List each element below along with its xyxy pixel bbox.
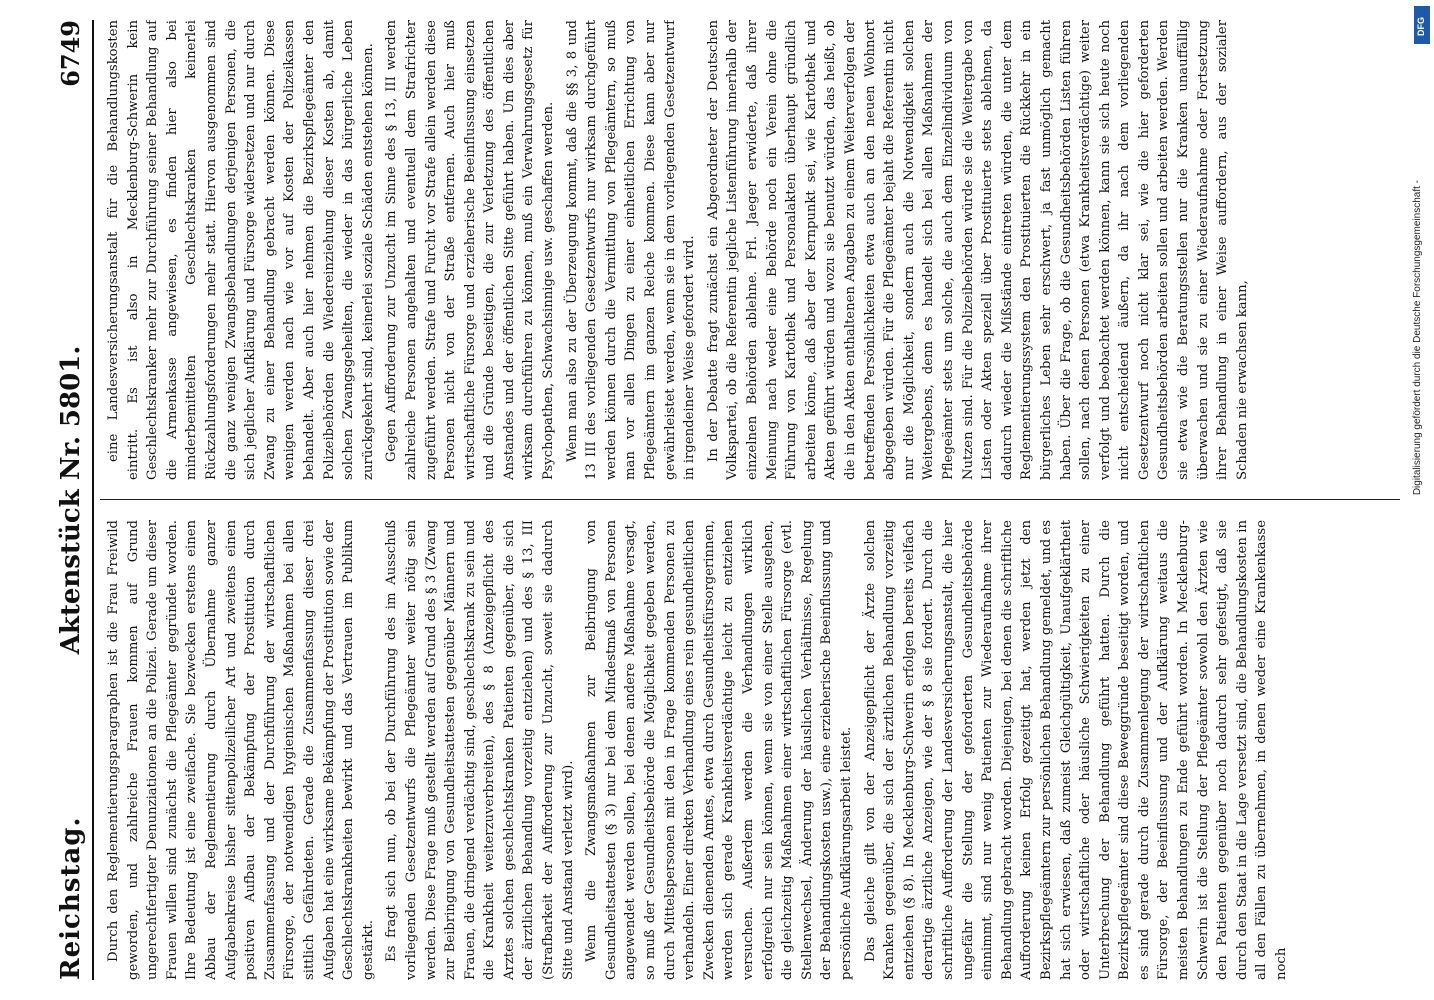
column-right xyxy=(104,20,1394,480)
paragraph: Wenn man also zu der Überzeugung kommt, daß die §§ 3, 8 und 13 III des vorliegenden Gesetzentwurfs nur wirksam durchgeführt werden können durch die Vermittlung von Pflegeämtern, so muß man vor allen Dingen zu einer einheitlichen Errichtung von Pflegeämtern im ganzen Reiche kommen. Diese kann aber nur gewährleistet werden, wenn sie in dem vorliegenden Gesetzentwurf in irgendeiner Weise gefordert wird. xyxy=(564,20,698,480)
column-left xyxy=(104,520,1394,980)
digitization-credit xyxy=(1412,180,1426,820)
paragraph: Durch den Reglementierungsparagraphen ist die Frau Freiwild geworden, und zahlreiche Frauen kommen auf Grund ungerechtfertigter Denunziationen an die Polizei. Gerade um dieser Frauen willen sind zunächst die Pflegeämter gegründet worden. Ihre Bedeutung ist eine zweifache. Sie bezwecken erstens einen Abbau der Reglementierung durch Übernahme ganzer Aufgabenkreise bisher sittenpolizeilicher Art und zweitens einen positiven Aufbau der Bekämpfung der Prostitution durch Zusammenfassung und der Durchführung der wirtschaftlichen Fürsorge, der notwendigen hygienischen Maßnahmen bei allen sittlich Gefährdeten. Gerade die Zusammenfassung dieser drei Aufgaben hat eine wirksame Bekämpfung der Prostitution sowie der Geschlechtskrankheiten bewirkt und das Vertrauen im Publikum gestärkt. xyxy=(106,520,376,980)
header-left: Reichstag. xyxy=(56,816,86,980)
dfg-logo-text: DFG xyxy=(1416,17,1426,36)
page-header xyxy=(52,20,94,980)
document-page xyxy=(52,20,1412,980)
paragraph: In der Debatte fragt zunächst ein Abgeordneter der Deutschen Volkspartei, ob die Referentin jegliche Listenführung innerhalb der einzelnen Behörden ablehne. Frl. Jaeger erwiderte, daß ihrer Meinung nach weder eine Behörde noch ein Verein ohne die Führung von Kartothek und Personalakten überhaupt gründlich arbeiten könne, daß aber der Kernpunkt sei, wie Kartothek und Akten geführt würden und wozu sie benutzt würden, das heißt, ob die in den Akten enthaltenen Angaben zu einem Weiterverfolgen der betreffenden Persönlichkeiten etwa auch an den neuen Wohnort abgegeben würden. Für die Pflegeämter bejaht die Referentin nicht nur die Möglichkeit, sondern auch die Notwendigkeit solchen Weitergebens, denn es handelt sich bei allen Maßnahmen der Pflegeämter stets um solche, die auch dem Einzelindividuum von Nutzen sind. Für die Polizeibehörden würde sie die Weitergabe von Listen oder Akten speziell über Prostituierte stets ablehnen, da dadurch wieder die Mißstände eintreten würden, die unter dem Reglementierungssystem den Prostituierten die Rückkehr in ein bürgerliches Leben sehr erschwert, ja fast unmöglich gemacht haben. Über die Frage, ob die Gesundheitsbehörden Listen führen sollen, nach denen Personen (etwa Krankheitsverdächtige) weiter verfolgt und beobachtet werden können, kann sie sich heute noch nicht entscheidend äußern, da ihr nach dem vorliegenden Gesetzentwurf noch nicht klar sei, wie die hier geforderten Gesundheitsbehörden arbeiten sollen und arbeiten werden. Werden sie etwa wie die Beratungsstellen nur die Kranken unauffällig überwachen und sie zu einer Wiederaufnahme oder Fortsetzung ihrer Behandlung in einer Weise auffordern, aus der sozialer Schaden nie erwachsen kann, xyxy=(705,20,1250,480)
credit-text: Digitalisierung gefördert durch die Deutsche Forschungsgemeinschaft - xyxy=(1412,180,1423,496)
page-number: 6749 xyxy=(56,20,85,87)
dfg-logo xyxy=(1414,6,1430,44)
paragraph: Wenn die Zwangsmaßnahmen zur Beibringung von Gesundheitsattesten (§ 3) nur bei dem Mindestmaß von Personen angewendet werden sollen, bei denen andere Maßnahme versagt, so muß der Gesundheitsbehörde die Möglichkeit gegeben werden, durch Mittelspersonen mit den in Frage kommenden Personen zu verhandeln. Einer direkten Verhandlung eines rein gesundheitlichen Zwecken dienenden Amtes, etwa durch Gesundheitsfürsorgerinnen, werden sich gerade Krankheitsverdächtige leicht zu entziehen versuchen. Außerdem werden die Verhandlungen wirklich erfolgreich nur sein können, wenn sie von einer Stelle ausgehen, die gleichzeitig Maßnahmen einer wirtschaftlichen Fürsorge (evtl. Stellenwechsel, Änderung der häuslichen Verhältnisse, Regelung der Behandlungskosten usw.), eine erzieherische Beeinflussung und persönliche Aufklärungsarbeit leistet. xyxy=(584,520,854,980)
paragraph: Gegen Aufforderung zur Unzucht im Sinne des § 13, III werden zahlreiche Personen angehalten und eventuell dem Strafrichter zugeführt werden. Strafe und Furcht vor Strafe allein werden diese Personen nicht von der Straße entfernen. Auch hier muß wirtschaftliche Fürsorge und erzieherische Beeinflussung einsetzen und die Gründe beseitigen, die zur Verletzung des öffentlichen Anstandes und der öffentlichen Sitte geführt haben. Um dies aber wirksam durchführen zu können, muß ein Verwahrungsgesetz für Psychopathen, Schwachsinnige usw. geschaffen werden. xyxy=(384,20,557,480)
column-divider xyxy=(100,499,1400,500)
paragraph: Das gleiche gilt von der Anzeigepflicht der Ärzte solchen Kranken gegenüber, die sich der ärztlichen Behandlung vorzeitig entziehen (§ 8). In Mecklenburg-Schwerin erfolgen bereits vielfach derartige ärztliche Anzeigen, wie der § 8 sie fordert. Durch die schriftliche Aufforderung der Landesversicherungsanstalt, die hier ungefähr die Stellung der geforderten Gesundheitsbehörde einnimmt, sind nur wenig Patienten zur Wiederaufnahme ihrer Behandlung gebracht worden. Diejenigen, bei denen die schriftliche Aufforderung keinen Erfolg gezeitigt hat, werden jetzt den Bezirkspflegeämtern zur persönlichen Behandlung gemeldet, und es hat sich erwiesen, daß zumeist Gleichgültigkeit, Unaufgeklärtheit oder wirtschaftliche oder häusliche Schwierigkeiten zu einer Unterbrechung der Behandlung geführt hatten. Durch die Bezirkspflegeämter sind diese Beweggründe beseitigt worden, und es sind gerade durch die Zusammenlegung der wirtschaftlichen Fürsorge, der Beeinflussung und der Aufklärung weitaus die meisten Behandlungen zu Ende geführt worden. In Mecklenburg-Schwerin ist die Stellung der Pflegeämter sowohl den Ärzten wie den Patienten gegenüber noch dadurch sehr gefestigt, daß sie durch den Staat in die Lage versetzt sind, die Behandlungskosten in all den Fällen zu übernehmen, in denen weder eine Krankenkasse noch xyxy=(862,520,1290,980)
paragraph: eine Landesversicherungsanstalt für die Behandlungskosten eintritt. Es ist also in Mecklenburg-Schwerin kein Geschlechtskranker mehr zur Durchführung seiner Behandlung auf die Armenkasse angewiesen, es finden hier also bei minderbemittelten Geschlechtskranken keinerlei Rückzahlungsforderungen mehr statt. Hiervon ausgenommen sind die ganz wenigen Zwangsbehandlungen derjenigen Personen, die sich jeglicher Aufklärung und Fürsorge widersetzen und nur durch Zwang zu einer Behandlung gebracht werden können. Diese wenigen werden nach wie vor auf Kosten der Polizeikassen behandelt. Aber auch hier nehmen die Bezirkspflegeämter den Polizeibehörden die Wiedereinziehung dieser Kosten ab, damit solchen Zwangsgeheilten, die wieder in das bürgerliche Leben zurückgekehrt sind, keinerlei soziale Schäden entstehen können. xyxy=(106,20,376,480)
header-title: Aktenstück Nr. 5801. xyxy=(56,345,86,655)
paragraph: Es fragt sich nun, ob bei der Durchführung des im Ausschuß vorliegenden Gesetzentwurfs die Pflegeämter weiter nötig sein werden. Diese Frage muß gestellt werden auf Grund des § 3 (Zwang zur Beibringung von Gesundheitsattesten gegenüber Männern und Frauen, die dringend verdächtig sind, geschlechtskrank zu sein und die Krankheit weiterzuverbreiten), des § 8 (Anzeigepflicht des Arztes solchen geschlechtskranken Patienten gegenüber, die sich der ärztlichen Behandlung vorzeitig entziehen) und des § 13, III (Strafbarkeit der Aufforderung zur Unzucht, soweit sie dadurch Sitte und Anstand verletzt wird). xyxy=(384,520,576,980)
